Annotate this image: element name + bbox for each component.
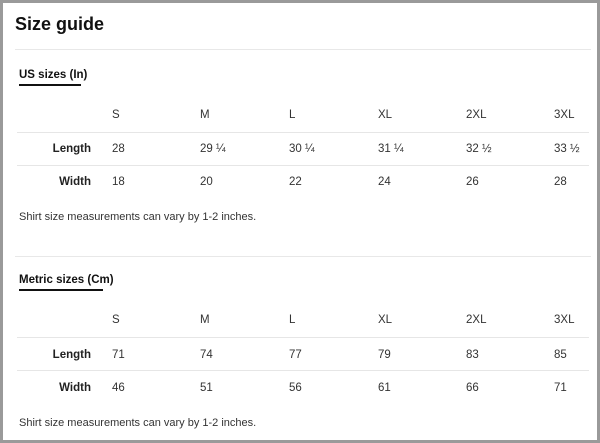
us-width-m: 20 bbox=[200, 176, 213, 188]
metric-width-2xl: 66 bbox=[466, 382, 479, 394]
row-label-width: Width bbox=[59, 176, 91, 188]
size-header-xl: XL bbox=[378, 109, 393, 121]
size-header-xl: XL bbox=[378, 314, 393, 326]
row-divider bbox=[17, 132, 589, 133]
metric-width-m: 51 bbox=[200, 382, 213, 394]
row-label-length: Length bbox=[52, 143, 91, 155]
metric-length-l: 77 bbox=[289, 349, 302, 361]
page-title: Size guide bbox=[15, 14, 105, 34]
metric-length-xl: 79 bbox=[378, 349, 391, 361]
metric-length-s: 71 bbox=[112, 349, 125, 361]
section-divider bbox=[15, 256, 591, 257]
us-length-s: 28 bbox=[112, 143, 125, 155]
us-sizes-section bbox=[3, 69, 597, 239]
size-header-m: M bbox=[200, 109, 210, 121]
metric-sizes-section bbox=[3, 274, 597, 440]
row-divider bbox=[17, 337, 589, 338]
us-length-3xl: 33 ½ bbox=[554, 143, 580, 155]
section-title-metric: Metric sizes (Cm) bbox=[19, 274, 114, 286]
size-variance-note: Shirt size measurements can vary by 1-2 inches. bbox=[19, 417, 257, 429]
us-width-3xl: 28 bbox=[554, 176, 567, 188]
size-header-2xl: 2XL bbox=[466, 109, 487, 121]
size-guide-panel bbox=[3, 3, 597, 440]
metric-width-xl: 61 bbox=[378, 382, 391, 394]
size-header-s: S bbox=[112, 109, 120, 121]
size-header-s: S bbox=[112, 314, 120, 326]
size-header-2xl: 2XL bbox=[466, 314, 487, 326]
us-length-2xl: 32 ½ bbox=[466, 143, 492, 155]
metric-length-3xl: 85 bbox=[554, 349, 567, 361]
section-underline-us bbox=[19, 84, 81, 86]
metric-width-s: 46 bbox=[112, 382, 125, 394]
size-header-m: M bbox=[200, 314, 210, 326]
size-header-l: L bbox=[289, 109, 296, 121]
size-header-3xl: 3XL bbox=[554, 109, 575, 121]
metric-width-l: 56 bbox=[289, 382, 302, 394]
row-label-width: Width bbox=[59, 382, 91, 394]
row-label-length: Length bbox=[52, 349, 91, 361]
us-length-m: 29 ¼ bbox=[200, 143, 226, 155]
size-variance-note: Shirt size measurements can vary by 1-2 inches. bbox=[19, 211, 257, 223]
us-width-l: 22 bbox=[289, 176, 302, 188]
title-divider bbox=[15, 49, 591, 50]
size-header-3xl: 3XL bbox=[554, 314, 575, 326]
us-length-l: 30 ¼ bbox=[289, 143, 315, 155]
us-width-xl: 24 bbox=[378, 176, 391, 188]
section-title-us: US sizes (In) bbox=[19, 69, 88, 81]
metric-width-3xl: 71 bbox=[554, 382, 567, 394]
row-divider bbox=[17, 370, 589, 371]
us-length-xl: 31 ¼ bbox=[378, 143, 404, 155]
us-width-s: 18 bbox=[112, 176, 125, 188]
row-divider bbox=[17, 165, 589, 166]
metric-length-m: 74 bbox=[200, 349, 213, 361]
section-underline-metric bbox=[19, 289, 103, 291]
metric-length-2xl: 83 bbox=[466, 349, 479, 361]
size-header-l: L bbox=[289, 314, 296, 326]
us-width-2xl: 26 bbox=[466, 176, 479, 188]
